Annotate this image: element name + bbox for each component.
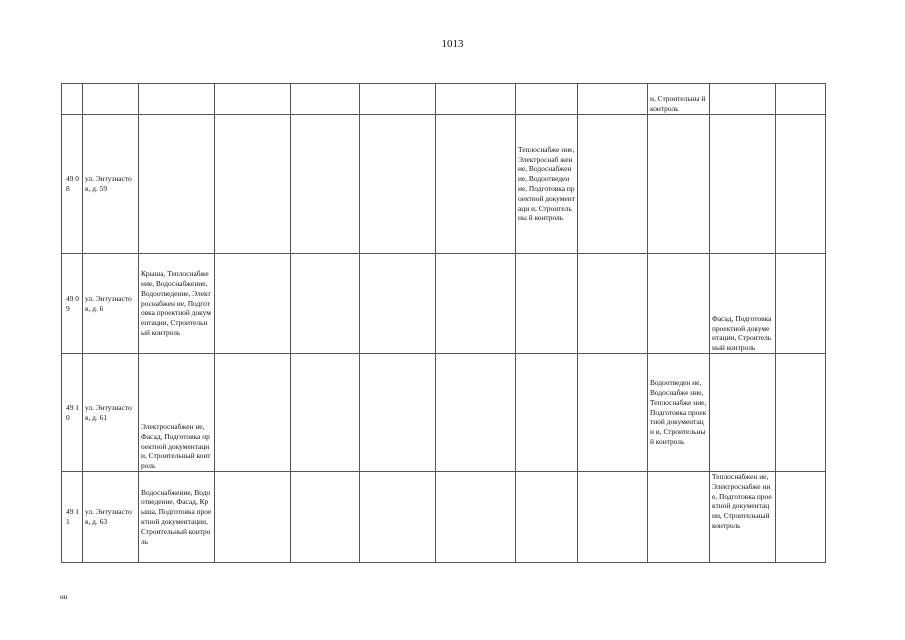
table-cell [291, 115, 360, 254]
table-cell: Теплоснабжен ие, Электроснабже ние, Подготовка проектной документации, Строительный контроль [710, 472, 776, 563]
table-cell [710, 354, 776, 472]
table-cell [578, 354, 648, 472]
table-row [62, 254, 826, 354]
table-cell [139, 84, 215, 115]
table-cell: Теплоснабже ние, Электроснаб жение, Водоснабжен ие, Водоотведен ие, Подготовка проектной документаци и, Строительны й контроль [516, 115, 578, 254]
table-cell [776, 354, 826, 472]
table-row [62, 472, 826, 563]
table-cell [291, 354, 360, 472]
row-number-cell [62, 84, 83, 115]
table-cell [578, 84, 648, 115]
table-cell [360, 254, 436, 354]
table-cell [648, 115, 710, 254]
works-table [61, 83, 826, 563]
table-cell [360, 84, 436, 115]
table-row [62, 354, 826, 472]
table-cell [578, 115, 648, 254]
table-cell: Крыша, Теплоснабжение, Водоснабжение, Водоотведение, Электроснабжен ие, Подготовка проектной документации, Строительный контроль [139, 254, 215, 354]
table-cell [648, 472, 710, 563]
table-cell: Водоснабжение, Водоотведение, Фасад, Крыша, Подготовка проектной документации, Строительный контроль [139, 472, 215, 563]
table-cell [291, 84, 360, 115]
table-cell [215, 115, 291, 254]
page-number: 1013 [441, 38, 464, 50]
table-cell [436, 84, 516, 115]
table-cell [291, 472, 360, 563]
row-number-cell: 49 11 [62, 472, 83, 563]
table-cell [215, 354, 291, 472]
table-cell [578, 254, 648, 354]
table-cell [776, 115, 826, 254]
table-cell [215, 472, 291, 563]
table-cell [516, 472, 578, 563]
table-cell [360, 354, 436, 472]
table-cell: Водоотведен ие, Водоснабже ние, Теплоснабже ние, Подготовка проектной документаци и, Строительны й контроль [648, 354, 710, 472]
table-cell [578, 472, 648, 563]
table-cell: Фасад, Подготовка проектной документации, Строительный контроль [710, 254, 776, 354]
table-cell: и, Строительны й контроль [648, 84, 710, 115]
table-row [62, 84, 826, 115]
table-row [62, 115, 826, 254]
row-number-cell: 49 09 [62, 254, 83, 354]
table-cell [436, 254, 516, 354]
table-cell [436, 115, 516, 254]
table-cell [776, 254, 826, 354]
table-cell [648, 254, 710, 354]
table-cell [436, 354, 516, 472]
table-cell [710, 115, 776, 254]
table-cell: Электроснабжен ие, Фасад, Подготовка проектной документации, Строительный контроль [139, 354, 215, 472]
address-cell [83, 84, 139, 115]
table-cell [215, 254, 291, 354]
table-cell [139, 115, 215, 254]
address-cell: ул. Энтузиасто в, д. 61 [83, 354, 139, 472]
table-cell [776, 84, 826, 115]
table-cell [215, 84, 291, 115]
table-cell [776, 472, 826, 563]
row-number-cell: 49 10 [62, 354, 83, 472]
table-cell [436, 472, 516, 563]
address-cell: ул. Энтузиасто в, д. 63 [83, 472, 139, 563]
address-cell: ул. Энтузиасто в, д. 6 [83, 254, 139, 354]
address-cell: ул. Энтузиасто в, д. 59 [83, 115, 139, 254]
table-cell [291, 254, 360, 354]
table-cell [360, 115, 436, 254]
table-cell [360, 472, 436, 563]
row-number-cell: 49 08 [62, 115, 83, 254]
table-cell [516, 84, 578, 115]
table-cell [516, 254, 578, 354]
footer-mark: нн [60, 593, 68, 601]
table-cell [710, 84, 776, 115]
table-cell [516, 354, 578, 472]
